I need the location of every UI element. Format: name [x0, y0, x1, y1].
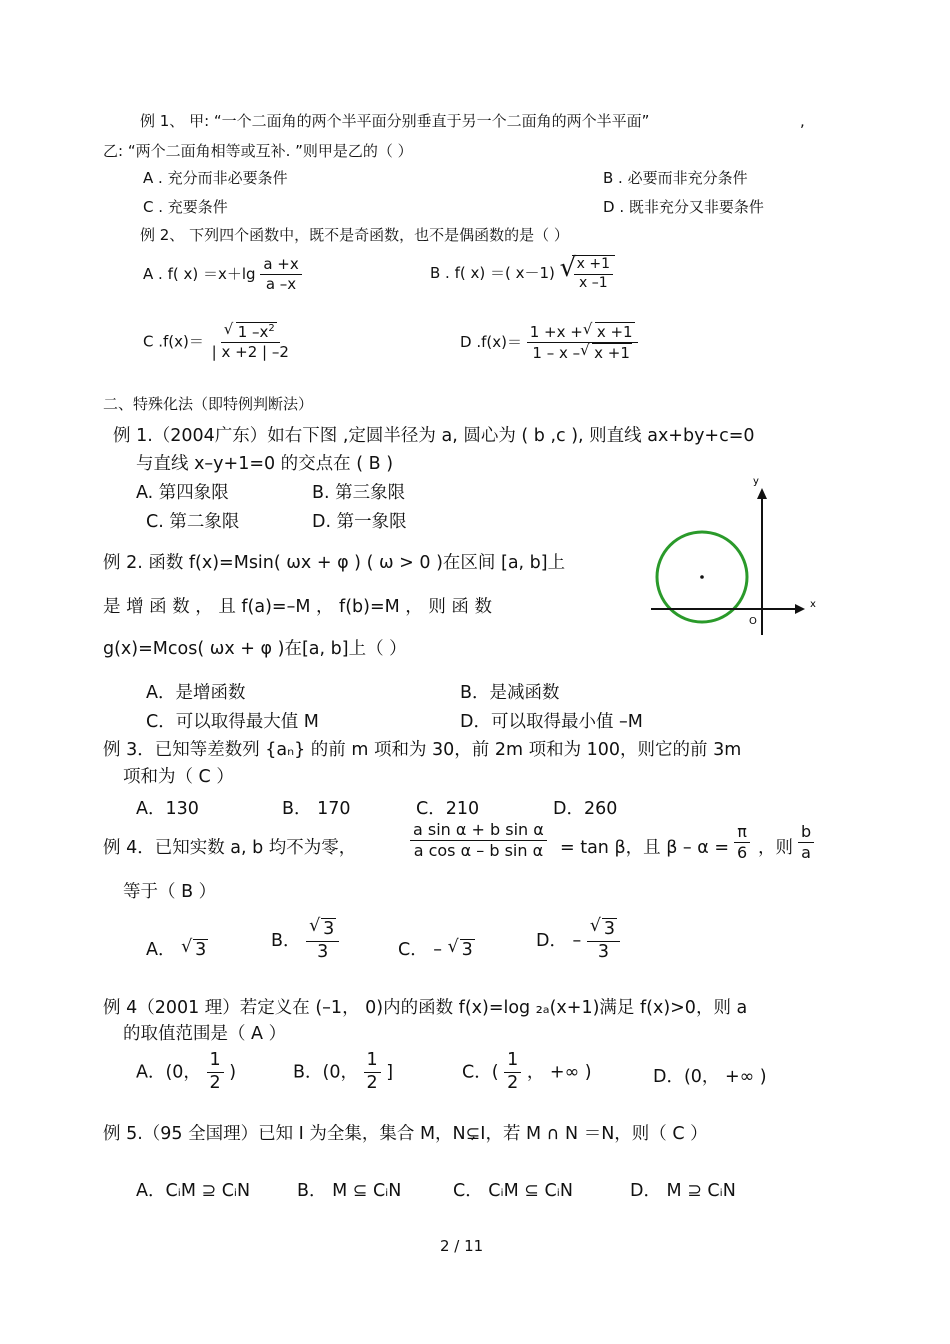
- ex2-d-denominator: 1 – x –: [532, 343, 581, 362]
- e1-option-c: C. 第二象限: [146, 512, 240, 532]
- ex1-option-a: A . 充分而非必要条件: [143, 169, 288, 187]
- ex2-option-a: [143, 255, 302, 294]
- e4-denominator: a cos α – b sin α: [413, 841, 544, 860]
- y-label: y: [753, 476, 759, 487]
- e2-line1: 例 2. 函数 f(x)=Msin( ωx + φ ) ( ω > 0 )在区间 [a, b]上: [103, 553, 566, 573]
- e4-option-c: C． – √ 3: [398, 936, 475, 961]
- ex1-comma: ,: [800, 112, 805, 130]
- e4-b-over-a: [798, 822, 814, 863]
- e2-option-b: B．是减函数: [460, 683, 560, 703]
- e6-option-c: C． CᵢM ⊆ CᵢN: [453, 1181, 573, 1201]
- e5-line1: 例 4（2001 理）若定义在 (–1， 0)内的函数 f(x)=log ₂ₐ(x+1)满足 f(x)>0，则 a: [103, 998, 748, 1018]
- e4-b: b: [798, 822, 814, 843]
- e2-line2: 是 增 函 数 ， 且 f(a)=–M ， f(b)=M ， 则 函 数: [103, 597, 492, 617]
- e3-option-d: D．260: [553, 799, 618, 819]
- e4-option-a: A． √ 3: [146, 936, 208, 961]
- ex2-b-sqrt: [560, 255, 615, 292]
- e4-d-root3: 3: [603, 919, 616, 939]
- e4-six: 6: [737, 843, 748, 862]
- e4-a-root3: 3: [195, 940, 207, 960]
- e2-option-a: A．是增函数: [146, 683, 246, 703]
- e4-option-d: D． – √ $\frac{3}{3}$: [536, 918, 620, 964]
- ex2-a-prefix: A . f( x) ＝x＋lg: [143, 264, 256, 283]
- e1-option-b: B. 第三象限: [312, 483, 406, 503]
- e4-middle: = tan β，且 β – α =: [560, 838, 730, 858]
- y-axis-arrow: [757, 488, 767, 499]
- ex2-d-numerator: 1 +x +: [529, 323, 583, 341]
- circle-center: [700, 575, 704, 579]
- ex1-line2: 乙: “两个二面角相等或互补. ”则甲是乙的（ ）: [103, 142, 413, 160]
- ex1-line1: 例 1、 甲: “一个二面角的两个半平面分别垂直于另一个二面角的两个半平面”: [140, 112, 650, 130]
- ex2-a-denominator: a –x: [265, 274, 297, 293]
- x-label: x: [810, 599, 816, 610]
- ex2-d-fraction: [527, 322, 638, 363]
- circle-graph: [645, 470, 825, 640]
- x-axis-arrow: [795, 604, 805, 614]
- section-heading: 二、特殊化法（即特例判断法）: [103, 395, 314, 413]
- e4-main-fraction: [410, 820, 547, 861]
- origin-label: O: [749, 616, 757, 627]
- e4-b-three: 3: [317, 941, 329, 962]
- ex2-b-fraction: [574, 256, 613, 292]
- ex2-c-denominator: | x +2 | –2: [211, 342, 289, 361]
- e3-option-b: B． 170: [282, 799, 351, 819]
- e4-line2: 等于（ B ）: [123, 882, 217, 902]
- ex2-c-numerator: 1 –x: [237, 323, 269, 341]
- e4-pi-over-six: [734, 822, 750, 863]
- ex2-b-numerator: √ x +1: [574, 256, 613, 275]
- e5-option-c: C．( $\frac{1}{2}$ ， +∞ ): [462, 1050, 592, 1093]
- e6-option-a: A．CᵢM ⊇ CᵢN: [136, 1181, 251, 1201]
- ex2-a-numerator: a +x: [260, 255, 301, 275]
- e3-line1: 例 3．已知等差数列 {aₙ} 的前 m 项和为 30，前 2m 项和为 100，则它的前 3m: [103, 740, 742, 760]
- ex2-option-d: [460, 322, 638, 363]
- ex2-a-fraction: [260, 255, 301, 294]
- e4-b-root3: 3: [323, 919, 335, 939]
- ex2-c-prefix: C .f(x)＝: [143, 332, 204, 351]
- ex2-b-denominator: x –1: [579, 274, 608, 291]
- ex2-b-prefix: B . f( x) ＝( x－1): [430, 264, 555, 282]
- e2-option-d: D．可以取得最小值 –M: [460, 712, 643, 732]
- e3-line2: 项和为（ C ）: [123, 767, 234, 787]
- ex2-d-radicand-bottom: x +1: [594, 343, 630, 362]
- e5-option-a: A．(0， $\frac{1}{2}$ ): [136, 1050, 237, 1093]
- ex2-c-fraction: [209, 322, 292, 362]
- ex2-d-radicand-top: x +1: [596, 323, 633, 341]
- ex1-option-c: C . 充要条件: [143, 198, 228, 216]
- e4-then: ，则: [758, 838, 793, 858]
- e4-numerator: a sin α + b sin α: [410, 820, 547, 841]
- ex2-stem: 例 2、 下列四个函数中，既不是奇函数，也不是偶函数的是（ ）: [140, 226, 569, 244]
- e1-line1: 例 1.（2004广东）如右下图 ,定圆半径为 a, 圆心为 ( b ,c ), 则直线 ax+by+c=0: [113, 426, 755, 446]
- e4-prefix: 例 4．已知实数 a, b 均不为零，: [103, 838, 357, 858]
- ex1-option-b: B . 必要而非充分条件: [603, 169, 748, 187]
- e6-option-b: B． M ⊆ CᵢN: [297, 1181, 402, 1201]
- e6-option-d: D． M ⊇ CᵢN: [630, 1181, 736, 1201]
- e4-option-b: B． √ $\frac{3}{3}$: [271, 918, 339, 964]
- ex2-c-sqrt: √ 1 $-x^2$: [224, 322, 277, 342]
- e2-option-c: C．可以取得最大值 M: [146, 712, 319, 732]
- e4-pi: π: [734, 822, 750, 843]
- e3-option-c: C．210: [416, 799, 480, 819]
- e1-option-d: D. 第一象限: [312, 512, 407, 532]
- e2-line3: g(x)=Mcos( ωx + φ )在[a, b]上（ ）: [103, 639, 407, 659]
- page-number: 2 / 11: [440, 1237, 484, 1255]
- ex1-option-d: D . 既非充分又非要条件: [603, 198, 764, 216]
- e1-option-a: A. 第四象限: [136, 483, 229, 503]
- e5-option-d: D．(0， +∞ ): [653, 1067, 767, 1087]
- e5-line2: 的取值范围是（ A ）: [123, 1024, 287, 1044]
- e3-option-a: A．130: [136, 799, 199, 819]
- e6-line1: 例 5.（95 全国理）已知 I 为全集，集合 M，N⊊I，若 M ∩ N ＝N，则（ C ）: [103, 1124, 708, 1144]
- ex2-option-c: [143, 322, 292, 362]
- ex2-d-prefix: D .f(x)＝: [460, 332, 522, 351]
- e5-option-b: B．(0， $\frac{1}{2}$ ]: [293, 1050, 394, 1093]
- e4-c-root3: 3: [461, 940, 473, 960]
- e4-a: a: [801, 843, 811, 862]
- ex2-option-b: [430, 255, 615, 292]
- e1-line2: 与直线 x–y+1=0 的交点在 ( B ): [136, 454, 394, 474]
- e4-d-three: 3: [597, 941, 610, 962]
